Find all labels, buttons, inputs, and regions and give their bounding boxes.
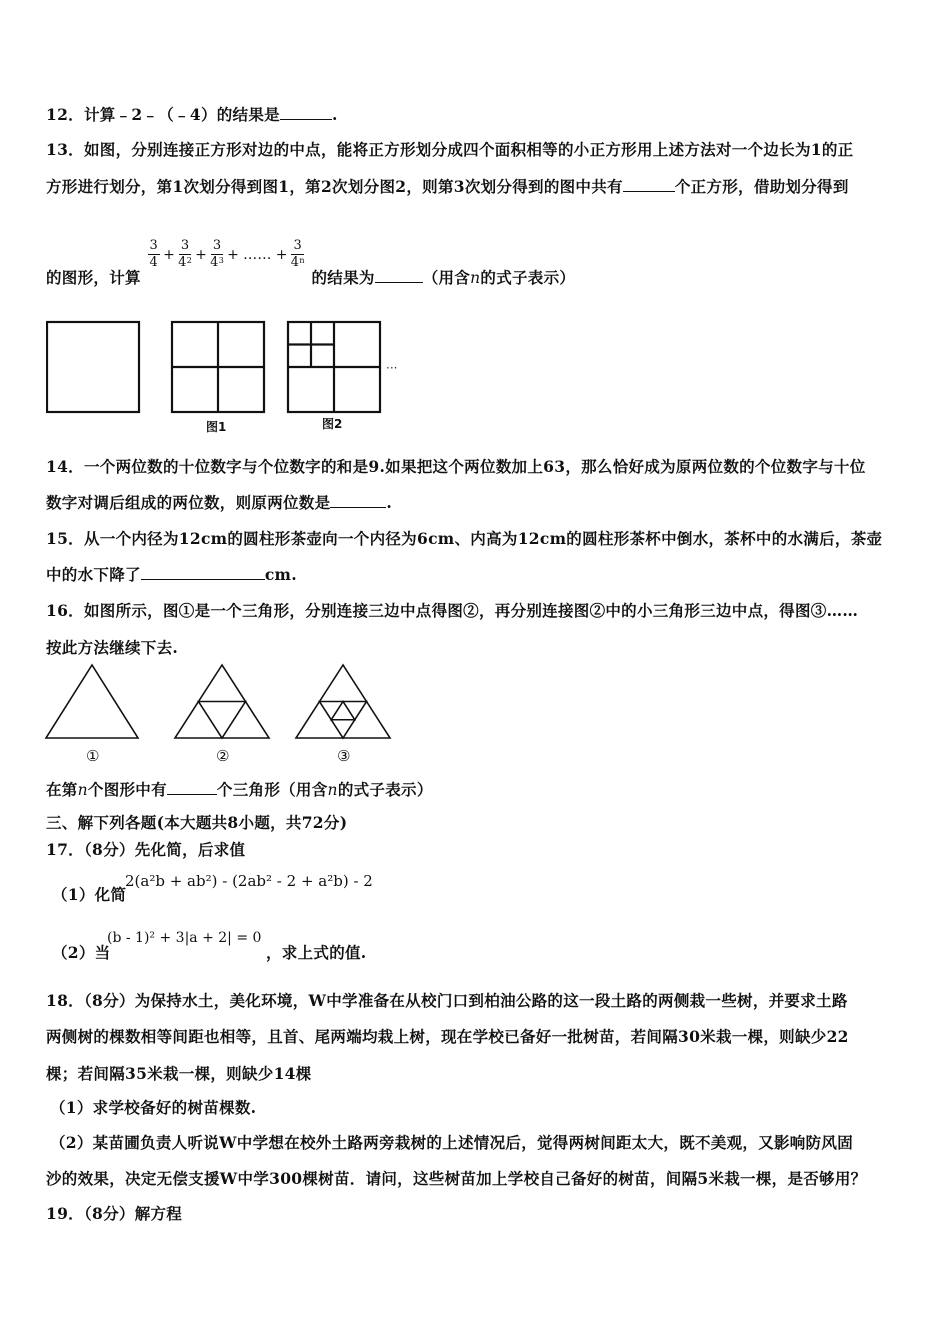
q13-line2a: 方形进行划分，第1次划分得到图1，第2次划分图2，则第3次划分得到的图中共有 [46, 177, 623, 196]
q12-text: 12．计算﹣2﹣（﹣4）的结果是 [46, 105, 280, 124]
q14-blank [330, 493, 386, 508]
section3-title: 三、解下列各题(本大题共8小题，共72分) [46, 813, 348, 832]
q14-end: . [386, 493, 393, 512]
q16-triangles-figure [44, 662, 404, 767]
q13-line3c: （用含 [422, 267, 471, 287]
triangle-1 [46, 665, 138, 738]
q15-line2-text: 中的水下降了 [46, 565, 141, 584]
square-0 [47, 322, 139, 412]
square-1 [172, 322, 264, 412]
q15-line2 [46, 563, 297, 585]
frac-1: $\frac{3}{4}$ [149, 238, 159, 270]
q16-line3a: 在第 [46, 780, 78, 799]
q19-title: 19．（8分）解方程 [46, 1204, 183, 1223]
q13-fig-ellipsis: ··· [386, 361, 398, 375]
q14-line2-text: 数字对调后组成的两位数，则原两位数是 [46, 493, 331, 512]
q18-line1: 18．（8分）为保持水土，美化环境，W中学准备在从校门口到柏油公路的这一段土路的两侧栽一些树，并要求土路 [46, 991, 848, 1010]
q18-line2: 两侧树的棵数相等间距也相等，且首、尾两端均栽上树，现在学校已备好一批树苗，若间隔30米栽一棵，则缺少22 [46, 1027, 849, 1046]
q12-end: . [331, 105, 338, 124]
q13-line1: 13．如图，分别连接正方形对边的中点，能将正方形划分成四个面积相等的小正方形用上述方法对一个边长为1的正 [46, 140, 854, 159]
q16-line1: 16．如图所示，图①是一个三角形，分别连接三边中点得图②，再分别连接图②中的小三角形三边中点，得图③…… [46, 601, 859, 620]
fig-label-circle-3: ③ [337, 747, 351, 765]
q13-squares-figure [46, 320, 426, 435]
q16-var-n1: n [77, 781, 88, 799]
q15-line1: 15．从一个内径为12cm的圆柱形茶壶向一个内径为6cm、内高为12cm的圆柱形茶杯中倒水，茶杯中的水满后，茶壶 [46, 529, 883, 548]
q17-p1-expr: 2(a²b + ab²) - (2ab² - 2 + a²b) - 2 [125, 872, 373, 890]
q16-line3 [46, 778, 433, 800]
q13-line3d: 的式子表示） [480, 267, 576, 287]
fig-label-circle-2: ② [216, 747, 230, 765]
q18-p2a: （2）某苗圃负责人听说W中学想在校外土路两旁栽树的上述情况后，觉得两树间距太大，既不美观，又影响防风固 [50, 1133, 853, 1152]
q18-p2b: 沙的效果，决定无偿支援W中学300棵树苗．请问，这些树苗加上学校自己备好的树苗，间隔5米栽一棵，是否够用？ [46, 1169, 867, 1188]
q16-line3b: 个图形中有 [87, 780, 167, 799]
q13-sum-expression: $\frac{3}{4}$ + $\frac{3}{4^2}$ + $\frac{3}{4^3}$ + …… + $\frac{3}{4^n}$ [149, 238, 305, 270]
q13-line3a: 的图形，计算 [46, 267, 141, 287]
q16-var-n2: n [327, 781, 338, 799]
fig-label-2: 图2 [322, 417, 343, 431]
q16-line2: 按此方法继续下去. [46, 638, 179, 657]
q16-blank [167, 780, 217, 795]
q16-line3c: 个三角形（用含 [216, 780, 328, 799]
q16-line3d: 的式子表示） [337, 780, 433, 799]
square-2 [288, 322, 380, 412]
q15-blank [141, 565, 265, 580]
q18-p1: （1）求学校备好的树苗棵数. [50, 1098, 257, 1117]
q12-line [46, 103, 338, 125]
triangle-3 [296, 665, 390, 738]
q14-line2 [46, 491, 392, 513]
q13-line3 [46, 238, 576, 287]
frac-4: $\frac{3}{4^n}$ [290, 238, 305, 270]
frac-3: $\frac{3}{4^3}$ [210, 238, 225, 270]
q17-p2-end: ，求上式的值. [266, 943, 367, 962]
q13-var-n: n [470, 268, 481, 287]
q15-end: cm. [264, 565, 297, 584]
q13-blank1 [623, 177, 675, 192]
triangle-2 [175, 665, 269, 738]
q14-line1: 14．一个两位数的十位数字与个位数字的和是9.如果把这个两位数加上63，那么恰好成为原两位数的个位数字与十位 [46, 457, 866, 476]
q17-p1-label: （1）化简 [52, 885, 127, 904]
fig-label-1: 图1 [206, 420, 227, 434]
fig-label-circle-1: ① [86, 747, 100, 765]
q18-line3: 棵；若间隔35米栽一棵，则缺少14棵 [46, 1064, 312, 1083]
frac-2: $\frac{3}{4^2}$ [178, 238, 193, 270]
q13-line3b: 的结果为 [311, 267, 375, 287]
q17-title: 17．（8分）先化简，后求值 [46, 840, 246, 859]
q17-p2-label: （2）当 [52, 943, 111, 962]
q13-blank2 [375, 268, 423, 283]
q13-line2 [46, 175, 849, 197]
q17-p2-expr: (b - 1)² + 3|a + 2| = 0 [107, 930, 262, 946]
q13-line2b: 个正方形，借助划分得到 [674, 177, 849, 196]
q12-blank [280, 105, 332, 120]
